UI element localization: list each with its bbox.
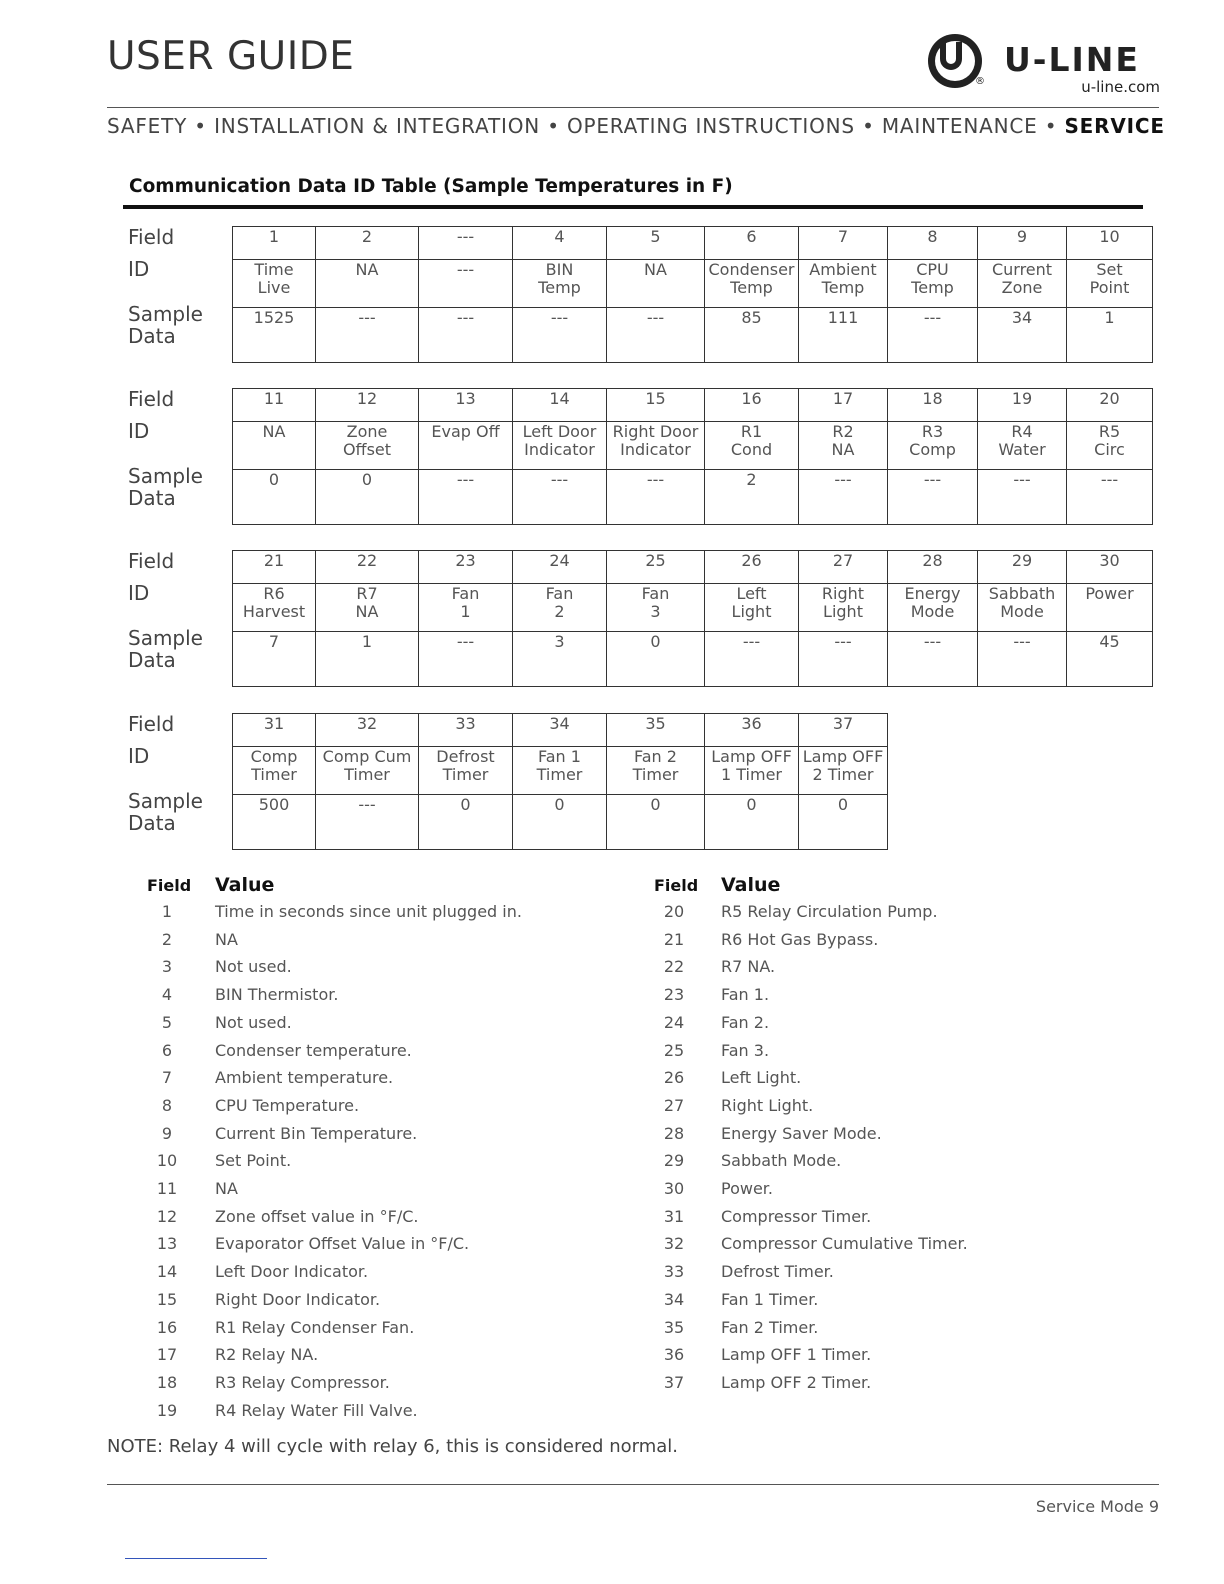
field-cell: 29 bbox=[978, 551, 1067, 584]
legend-field-number: 36 bbox=[663, 1345, 685, 1365]
id-cell: Evap Off bbox=[419, 422, 513, 470]
legend-field-number: 21 bbox=[663, 929, 685, 949]
legend-field-value: Defrost Timer. bbox=[721, 1262, 834, 1282]
legend-field-value: Compressor Timer. bbox=[721, 1206, 872, 1226]
legend-field-number: 1 bbox=[161, 902, 173, 921]
sample-cell: --- bbox=[419, 308, 513, 363]
label-field: Field bbox=[128, 225, 175, 249]
legend-field-value: Fan 3. bbox=[721, 1040, 770, 1060]
sample-cell: --- bbox=[978, 632, 1067, 687]
field-cell: 4 bbox=[513, 227, 607, 260]
sample-cell: 0 bbox=[419, 795, 513, 850]
id-cell: Sabbath Mode bbox=[978, 584, 1067, 632]
sample-cell: 111 bbox=[799, 308, 888, 363]
legend-field-value: NA bbox=[215, 929, 238, 949]
id-cell: Current Zone bbox=[978, 260, 1067, 308]
sample-cell: 0 bbox=[799, 795, 888, 850]
id-cell: Comp Timer bbox=[233, 747, 316, 795]
sample-cell: 1525 bbox=[233, 308, 316, 363]
sample-cell: 0 bbox=[316, 470, 419, 525]
sample-cell: --- bbox=[419, 470, 513, 525]
id-cell: CPU Temp bbox=[888, 260, 978, 308]
legend-value-header: Value bbox=[721, 874, 781, 896]
id-cell: NA bbox=[316, 260, 419, 308]
field-cell: 2 bbox=[316, 227, 419, 260]
legend-field-value: R5 Relay Circulation Pump. bbox=[721, 902, 938, 921]
sample-cell: --- bbox=[607, 308, 705, 363]
field-row bbox=[233, 389, 1153, 422]
field-cell: 6 bbox=[705, 227, 799, 260]
sample-cell: --- bbox=[799, 470, 888, 525]
sample-row bbox=[233, 795, 888, 850]
sample-cell: 1 bbox=[316, 632, 419, 687]
nav-separator: • bbox=[1044, 114, 1065, 138]
field-cell: 17 bbox=[799, 389, 888, 422]
label-field: Field bbox=[128, 712, 175, 736]
label-sample: Sample bbox=[128, 302, 203, 326]
legend-field-number: 25 bbox=[663, 1040, 685, 1060]
id-cell: R3 Comp bbox=[888, 422, 978, 470]
legend-field-value: Condenser temperature. bbox=[215, 1040, 412, 1060]
id-cell: Fan 2 bbox=[513, 584, 607, 632]
nav-installation[interactable]: INSTALLATION & INTEGRATION bbox=[214, 114, 541, 138]
label-field: Field bbox=[128, 387, 175, 411]
id-cell: Fan 3 bbox=[607, 584, 705, 632]
sample-cell: --- bbox=[513, 308, 607, 363]
id-cell: R5 Circ bbox=[1067, 422, 1153, 470]
id-cell: Right Light bbox=[799, 584, 888, 632]
legend-field-value: Left Light. bbox=[721, 1068, 802, 1088]
legend-field-value: Not used. bbox=[215, 1012, 292, 1032]
section-breadcrumb bbox=[107, 114, 1165, 138]
sample-cell: --- bbox=[1067, 470, 1153, 525]
sample-cell: --- bbox=[705, 632, 799, 687]
legend-field-value: BIN Thermistor. bbox=[215, 985, 339, 1005]
page-footer: Service Mode 9 bbox=[1035, 1497, 1159, 1516]
legend-field-value: R6 Hot Gas Bypass. bbox=[721, 929, 879, 949]
field-cell: 8 bbox=[888, 227, 978, 260]
label-field: Field bbox=[128, 549, 175, 573]
field-cell: 32 bbox=[316, 714, 419, 747]
id-cell: Left Door Indicator bbox=[513, 422, 607, 470]
legend-field-number: 26 bbox=[663, 1068, 685, 1088]
field-cell: 16 bbox=[705, 389, 799, 422]
field-cell: 12 bbox=[316, 389, 419, 422]
legend-field-header: Field bbox=[654, 876, 699, 895]
legend-field-value: Left Door Indicator. bbox=[215, 1262, 369, 1282]
legend-field-value: Set Point. bbox=[215, 1151, 292, 1171]
field-cell: 21 bbox=[233, 551, 316, 584]
legend-field-number: 32 bbox=[663, 1234, 685, 1254]
legend-field-value: CPU Temperature. bbox=[215, 1095, 360, 1115]
legend-field-number: 6 bbox=[161, 1040, 173, 1060]
sample-cell: 1 bbox=[1067, 308, 1153, 363]
field-cell: 31 bbox=[233, 714, 316, 747]
id-cell: Fan 2 Timer bbox=[607, 747, 705, 795]
legend-field-number: 9 bbox=[161, 1123, 173, 1143]
legend-field-number: 3 bbox=[161, 957, 173, 977]
legend-field-value: NA bbox=[215, 1179, 238, 1198]
legend-field-number: 22 bbox=[663, 957, 685, 977]
id-cell: R1 Cond bbox=[705, 422, 799, 470]
legend-field-value: Compressor Cumulative Timer. bbox=[721, 1234, 968, 1254]
sample-cell: --- bbox=[888, 632, 978, 687]
field-cell: 23 bbox=[419, 551, 513, 584]
legend-field-number: 23 bbox=[663, 985, 685, 1005]
sample-cell: --- bbox=[316, 308, 419, 363]
id-cell: Lamp OFF 1 Timer bbox=[705, 747, 799, 795]
field-cell: 30 bbox=[1067, 551, 1153, 584]
id-cell: Fan 1 Timer bbox=[513, 747, 607, 795]
label-id: ID bbox=[128, 257, 150, 281]
nav-maintenance[interactable]: MAINTENANCE bbox=[881, 114, 1038, 138]
legend-field-value: Time in seconds since unit plugged in. bbox=[215, 902, 522, 921]
field-cell: 33 bbox=[419, 714, 513, 747]
legend-field-value: R1 Relay Condenser Fan. bbox=[215, 1317, 415, 1337]
data-table-3 bbox=[232, 550, 1153, 687]
legend-field-value: Current Bin Temperature. bbox=[215, 1123, 418, 1143]
legend-field-number: 27 bbox=[663, 1095, 685, 1115]
sample-cell: 2 bbox=[705, 470, 799, 525]
nav-service[interactable]: SERVICE bbox=[1064, 114, 1165, 138]
id-cell: Power bbox=[1067, 584, 1153, 632]
sample-cell: 0 bbox=[607, 632, 705, 687]
sample-cell: 500 bbox=[233, 795, 316, 850]
legend-field-number: 28 bbox=[663, 1123, 685, 1143]
sample-row bbox=[233, 470, 1153, 525]
sample-cell: --- bbox=[978, 470, 1067, 525]
legend-field-number: 7 bbox=[161, 1068, 173, 1088]
nav-separator: • bbox=[547, 114, 567, 138]
label-data: Data bbox=[128, 648, 176, 672]
label-sample: Sample bbox=[128, 464, 203, 488]
id-cell: Set Point bbox=[1067, 260, 1153, 308]
footer-divider bbox=[107, 1484, 1159, 1485]
nav-operating[interactable]: OPERATING INSTRUCTIONS bbox=[566, 114, 855, 138]
sample-cell: --- bbox=[419, 632, 513, 687]
id-cell: Left Light bbox=[705, 584, 799, 632]
field-cell: 26 bbox=[705, 551, 799, 584]
id-cell: Lamp OFF 2 Timer bbox=[799, 747, 888, 795]
id-cell: R6 Harvest bbox=[233, 584, 316, 632]
field-cell: 34 bbox=[513, 714, 607, 747]
sample-cell: 0 bbox=[705, 795, 799, 850]
id-cell: BIN Temp bbox=[513, 260, 607, 308]
legend-field-number: 14 bbox=[156, 1262, 178, 1282]
id-cell: Right Door Indicator bbox=[607, 422, 705, 470]
legend-field-value: Energy Saver Mode. bbox=[721, 1123, 882, 1143]
field-cell: 35 bbox=[607, 714, 705, 747]
brand-name: U-LINE bbox=[1004, 40, 1140, 79]
section-underline bbox=[123, 205, 1143, 209]
legend-field-number: 13 bbox=[156, 1234, 178, 1254]
id-cell: R2 NA bbox=[799, 422, 888, 470]
id-cell: R4 Water bbox=[978, 422, 1067, 470]
id-cell: Zone Offset bbox=[316, 422, 419, 470]
legend-field-number: 31 bbox=[663, 1206, 685, 1226]
id-cell: Condenser Temp bbox=[705, 260, 799, 308]
id-row bbox=[233, 747, 888, 795]
field-cell: 36 bbox=[705, 714, 799, 747]
legend-field-value: Power. bbox=[721, 1179, 773, 1198]
legend-field-number: 29 bbox=[663, 1151, 685, 1171]
legend-field-value: Fan 1 Timer. bbox=[721, 1289, 819, 1309]
field-cell: 5 bbox=[607, 227, 705, 260]
legend-field-number: 37 bbox=[663, 1372, 685, 1392]
field-cell: 1 bbox=[233, 227, 316, 260]
field-cell: 15 bbox=[607, 389, 705, 422]
legend-field-value: Right Door Indicator. bbox=[215, 1289, 381, 1309]
website-link[interactable]: u-line.com bbox=[1081, 78, 1160, 96]
id-row bbox=[233, 260, 1153, 308]
label-id: ID bbox=[128, 744, 150, 768]
id-row bbox=[233, 422, 1153, 470]
sample-cell: --- bbox=[513, 470, 607, 525]
field-cell: 25 bbox=[607, 551, 705, 584]
id-cell: Defrost Timer bbox=[419, 747, 513, 795]
sample-cell: 85 bbox=[705, 308, 799, 363]
legend-field-value: Ambient temperature. bbox=[215, 1068, 394, 1088]
label-data: Data bbox=[128, 324, 176, 348]
sample-cell: --- bbox=[316, 795, 419, 850]
legend-field-value: Not used. bbox=[215, 957, 292, 977]
legend-field-value: R4 Relay Water Fill Valve. bbox=[215, 1400, 418, 1420]
id-cell: NA bbox=[233, 422, 316, 470]
sample-cell: --- bbox=[888, 308, 978, 363]
field-cell: 24 bbox=[513, 551, 607, 584]
registered-mark: ® bbox=[975, 76, 985, 87]
data-table-4 bbox=[232, 713, 888, 850]
page-title: USER GUIDE bbox=[107, 34, 355, 79]
sample-row bbox=[233, 308, 1153, 363]
legend-field-number: 20 bbox=[663, 902, 685, 921]
u-line-logo[interactable] bbox=[928, 34, 1160, 96]
label-id: ID bbox=[128, 581, 150, 605]
sample-cell: 0 bbox=[233, 470, 316, 525]
legend-field-number: 10 bbox=[156, 1151, 178, 1171]
field-cell: 19 bbox=[978, 389, 1067, 422]
field-cell: 20 bbox=[1067, 389, 1153, 422]
id-cell: R7 NA bbox=[316, 584, 419, 632]
legend-field-number: 11 bbox=[156, 1179, 178, 1198]
field-cell: --- bbox=[419, 227, 513, 260]
label-data: Data bbox=[128, 486, 176, 510]
id-row bbox=[233, 584, 1153, 632]
id-cell: Ambient Temp bbox=[799, 260, 888, 308]
legend-field-value: Fan 1. bbox=[721, 985, 770, 1005]
id-cell: Energy Mode bbox=[888, 584, 978, 632]
field-cell: 22 bbox=[316, 551, 419, 584]
sample-cell: --- bbox=[888, 470, 978, 525]
id-cell: Comp Cum Timer bbox=[316, 747, 419, 795]
note-text: NOTE: Relay 4 will cycle with relay 6, this is considered normal. bbox=[107, 1436, 678, 1457]
legend-field-value: Sabbath Mode. bbox=[721, 1151, 842, 1171]
legend-field-number: 30 bbox=[663, 1179, 685, 1198]
field-cell: 10 bbox=[1067, 227, 1153, 260]
id-cell: Fan 1 bbox=[419, 584, 513, 632]
legend-field-value: R3 Relay Compressor. bbox=[215, 1372, 390, 1392]
legend-field-value: Lamp OFF 2 Timer. bbox=[721, 1372, 872, 1392]
legend-field-number: 17 bbox=[156, 1345, 178, 1365]
legend-field-number: 35 bbox=[663, 1317, 685, 1337]
legend-field-value: Fan 2 Timer. bbox=[721, 1317, 819, 1337]
sample-cell: 3 bbox=[513, 632, 607, 687]
legend-field-number: 2 bbox=[161, 929, 173, 949]
legend-field-number: 12 bbox=[156, 1206, 178, 1226]
id-cell: Time Live bbox=[233, 260, 316, 308]
field-cell: 28 bbox=[888, 551, 978, 584]
label-id: ID bbox=[128, 419, 150, 443]
field-cell: 37 bbox=[799, 714, 888, 747]
legend-field-number: 24 bbox=[663, 1012, 685, 1032]
sample-cell: --- bbox=[607, 470, 705, 525]
field-cell: 7 bbox=[799, 227, 888, 260]
header-divider bbox=[107, 107, 1159, 108]
sample-cell: 34 bbox=[978, 308, 1067, 363]
legend-field-number: 18 bbox=[156, 1372, 178, 1392]
legend-field-value: Fan 2. bbox=[721, 1012, 770, 1032]
field-cell: 13 bbox=[419, 389, 513, 422]
data-table-1 bbox=[232, 226, 1153, 363]
u-line-logo-icon bbox=[928, 34, 982, 88]
sample-cell: 45 bbox=[1067, 632, 1153, 687]
data-table-2 bbox=[232, 388, 1153, 525]
nav-separator: • bbox=[862, 114, 882, 138]
sample-cell: 0 bbox=[607, 795, 705, 850]
sample-cell: --- bbox=[799, 632, 888, 687]
legend-value-header: Value bbox=[215, 874, 275, 896]
legend-field-value: Right Light. bbox=[721, 1095, 814, 1115]
section-title: Communication Data ID Table (Sample Temperatures in F) bbox=[129, 176, 733, 197]
legend-field-header: Field bbox=[147, 876, 192, 895]
legend-field-value: Lamp OFF 1 Timer. bbox=[721, 1345, 872, 1365]
legend-field-number: 15 bbox=[156, 1289, 178, 1309]
legend-field-number: 5 bbox=[161, 1012, 173, 1032]
sample-cell: 7 bbox=[233, 632, 316, 687]
id-cell: --- bbox=[419, 260, 513, 308]
legend-field-value: R7 NA. bbox=[721, 957, 776, 977]
field-row bbox=[233, 551, 1153, 584]
sample-cell: 0 bbox=[513, 795, 607, 850]
legend-field-number: 33 bbox=[663, 1262, 685, 1282]
field-cell: 11 bbox=[233, 389, 316, 422]
label-sample: Sample bbox=[128, 626, 203, 650]
label-sample: Sample bbox=[128, 789, 203, 813]
legend-field-number: 16 bbox=[156, 1317, 178, 1337]
label-data: Data bbox=[128, 811, 176, 835]
field-cell: 27 bbox=[799, 551, 888, 584]
field-cell: 14 bbox=[513, 389, 607, 422]
nav-separator: • bbox=[194, 114, 215, 138]
legend-field-number: 4 bbox=[161, 985, 173, 1005]
legend-field-value: R2 Relay NA. bbox=[215, 1345, 319, 1365]
legend-field-number: 19 bbox=[156, 1400, 178, 1420]
footer-link-underline bbox=[125, 1558, 267, 1559]
legend-field-number: 8 bbox=[161, 1095, 173, 1115]
sample-row bbox=[233, 632, 1153, 687]
id-cell: NA bbox=[607, 260, 705, 308]
legend-field-value: Zone offset value in °F/C. bbox=[215, 1206, 419, 1226]
field-cell: 9 bbox=[978, 227, 1067, 260]
field-row bbox=[233, 714, 888, 747]
nav-safety[interactable]: SAFETY bbox=[107, 114, 188, 138]
field-cell: 18 bbox=[888, 389, 978, 422]
legend-field-value: Evaporator Offset Value in °F/C. bbox=[215, 1234, 470, 1254]
legend-field-number: 34 bbox=[663, 1289, 685, 1309]
field-row bbox=[233, 227, 1153, 260]
